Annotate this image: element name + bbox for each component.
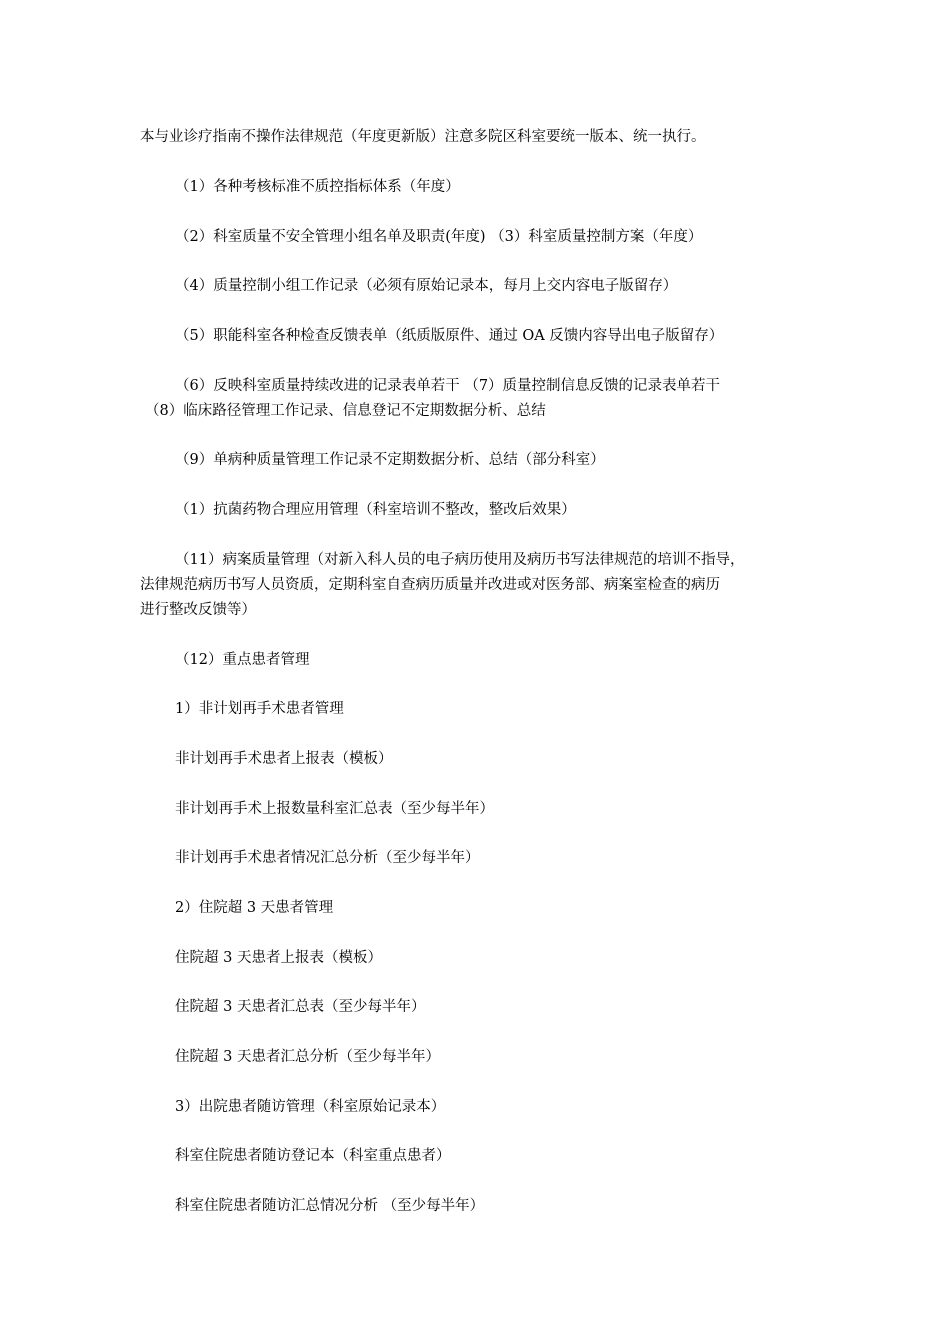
text-line: （4）质量控制小组工作记录（必须有原始记录本，每月上交内容电子版留存） (175, 278, 678, 294)
text-line: （5）职能科室各种检查反馈表单（纸质版原件、通过 OA 反馈内容导出电子版留存） (175, 328, 724, 344)
text-line: 科室住院患者随访登记本（科室重点患者） (175, 1148, 451, 1164)
text-line: （8）临床路径管理工作记录、信息登记不定期数据分析、总结 (145, 403, 546, 419)
text-line: 本与业诊疗指南不操作法律规范（年度更新版）注意多院区科室要统一版本、统一执行。 (140, 129, 706, 145)
text-line: （9）单病种质量管理工作记录不定期数据分析、总结（部分科室） (175, 452, 605, 468)
text-line: 住院超 3 天患者汇总表（至少每半年） (175, 999, 426, 1015)
text-line: 2）住院超 3 天患者管理 (175, 900, 334, 916)
text-line: 非计划再手术患者情况汇总分析（至少每半年） (175, 850, 480, 866)
text-line: 3）出院患者随访管理（科室原始记录本） (175, 1099, 446, 1115)
text-line: （1）抗菌药物合理应用管理（科室培训不整改，整改后效果） (175, 502, 576, 518)
text-line: 法律规范病历书写人员资质，定期科室自查病历质量并改进或对医务部、病案室检查的病历 (140, 577, 720, 593)
text-line: （11）病案质量管理（对新入科人员的电子病历使用及病历书写法律规范的培训不指导， (175, 552, 745, 568)
text-line: （12）重点患者管理 (175, 652, 310, 668)
text-line: （6）反映科室质量持续改进的记录表单若干 （7）质量控制信息反馈的记录表单若干 (175, 378, 721, 394)
text-line: 科室住院患者随访汇总情况分析 （至少每半年） (175, 1198, 485, 1214)
text-line: 进行整改反馈等） (140, 602, 256, 618)
text-line: 非计划再手术患者上报表（模板） (175, 751, 393, 767)
text-line: （2）科室质量不安全管理小组名单及职责(年度) （3）科室质量控制方案（年度） (175, 229, 703, 245)
text-line: 住院超 3 天患者汇总分析（至少每半年） (175, 1049, 440, 1065)
text-line: （1）各种考核标准不质控指标体系（年度） (175, 179, 460, 195)
text-line: 非计划再手术上报数量科室汇总表（至少每半年） (175, 801, 494, 817)
text-line: 住院超 3 天患者上报表（模板） (175, 950, 382, 966)
text-line: 1）非计划再手术患者管理 (175, 701, 344, 717)
